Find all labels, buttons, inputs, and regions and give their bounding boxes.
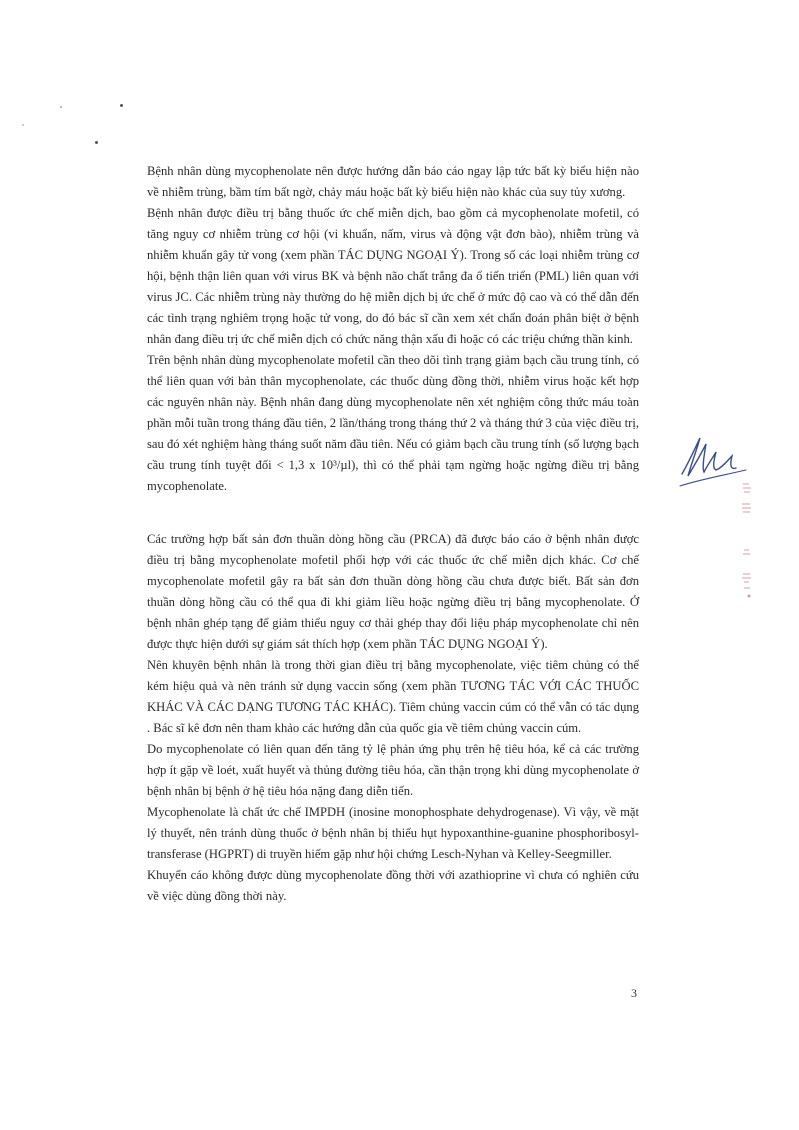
paragraph: Bệnh nhân được điều trị bằng thuốc ức chế miễn dịch, bao gồm cả mycophenolate mofetil, có tăng nguy cơ nhiễm trùng cơ hội (vi khuẩn, nấm, virus và động vật đơn bào), nhiễm trùng và nhiễm khuẩn gây tử vong (xem phần TÁC DỤNG NGOẠI Ý). Trong số các loại nhiễm trùng cơ hội, bệnh thận liên quan với virus BK và bệnh não chất trắng đa ổ tiến triển (PML) liên quan với virus JC. Các nhiễm trùng này thường do hệ miễn dịch bị ức chế ở mức độ cao và có thể dẫn đến các tình trạng nghiêm trọng hoặc tử vong, do đó bác sĩ cần xem xét chẩn đoán phân biệt ở bệnh nhân đang điều trị ức chế miễn dịch có chức năng thận xấu đi hoặc có các triệu chứng thần kinh. <box>147 206 639 346</box>
scan-speck <box>95 141 98 144</box>
paragraph: Mycophenolate là chất ức chế IMPDH (inosine monophosphate dehydrogenase). Vì vậy, về mặt lý thuyết, nên tránh dùng thuốc ở bệnh nhân bị thiếu hụt hypoxanthine-guanine phosphoribosyl-transferase (HGPRT) di truyền hiếm gặp như hội chứng Lesch-Nyhan và Kelley-Seegmiller. <box>147 805 639 861</box>
paragraph: Các trường hợp bất sản đơn thuần dòng hồng cầu (PRCA) đã được báo cáo ở bệnh nhân được điều trị bằng mycophenolate mofetil phối hợp với các thuốc ức chế miễn dịch khác. Cơ chế mycophenolate mofetil gây ra bất sản đơn thuần dòng hồng cầu chưa được biết. Bất sản đơn thuần dòng hồng cầu có thể qua đi khi giảm liều hoặc ngừng điều trị bằng mycophenolate. Ở bệnh nhân ghép tạng để giảm thiểu nguy cơ thải ghép thay đổi liệu pháp mycophenolate chỉ nên được thực hiện dưới sự giám sát thích hợp (xem phần TÁC DỤNG NGOẠI Ý). <box>147 532 639 651</box>
scan-speck <box>22 124 24 126</box>
paragraph-gap <box>147 497 639 529</box>
paragraph: Bệnh nhân dùng mycophenolate nên được hướng dẫn báo cáo ngay lập tức bất kỳ biểu hiện nào về nhiễm trùng, bầm tím bất ngờ, chảy máu hoặc bất kỳ biểu hiện nào khác của suy tủy xương. <box>147 164 639 199</box>
paragraph: Trên bệnh nhân dùng mycophenolate mofetil cần theo dõi tình trạng giảm bạch cầu trung tính, có thể liên quan với bản thân mycophenolate, các thuốc dùng đồng thời, nhiễm virus hoặc kết hợp các nguyên nhân này. Bệnh nhân đang dùng mycophenolate nên xét nghiệm công thức máu toàn phần mỗi tuần trong tháng đầu tiên, 2 lần/tháng trong tháng thứ 2 và tháng thứ 3 của việc điều trị, sau đó xét nghiệm hàng tháng suốt năm đầu tiên. Nếu có giảm bạch cầu trung tính (số lượng bạch cầu trung tính tuyệt đối < 1,3 x 10³/µl), thì có thể phải tạm ngừng hoặc ngừng điều trị bằng mycophenolate. <box>147 353 639 493</box>
scan-speck <box>120 104 123 107</box>
page-number: 3 <box>631 986 637 1000</box>
edge-stamp-mark <box>735 478 759 608</box>
paragraph: Do mycophenolate có liên quan đến tăng tỷ lệ phản ứng phụ trên hệ tiêu hóa, kể cả các trường hợp ít gặp về loét, xuất huyết và thủng đường tiêu hóa, cần thận trọng khi dùng mycophenolate ở bệnh nhân bị bệnh ở hệ tiêu hóa nặng đang diễn tiến. <box>147 742 639 798</box>
scan-speck <box>60 106 62 108</box>
paragraph: Nên khuyên bệnh nhân là trong thời gian điều trị bằng mycophenolate, việc tiêm chủng có thể kém hiệu quả và nên tránh sử dụng vaccin sống (xem phần TƯƠNG TÁC VỚI CÁC THUỐC KHÁC VÀ CÁC DẠNG TƯƠNG TÁC KHÁC). Tiêm chủng vaccin cúm có thể vẫn có tác dụng . Bác sĩ kê đơn nên tham khảo các hướng dẫn của quốc gia về tiêm chủng vaccin cúm. <box>147 658 639 735</box>
document-body <box>147 161 639 907</box>
paragraph: Khuyến cáo không được dùng mycophenolate đồng thời với azathioprine vì chưa có nghiên cứu về việc dùng đồng thời này. <box>147 868 639 903</box>
